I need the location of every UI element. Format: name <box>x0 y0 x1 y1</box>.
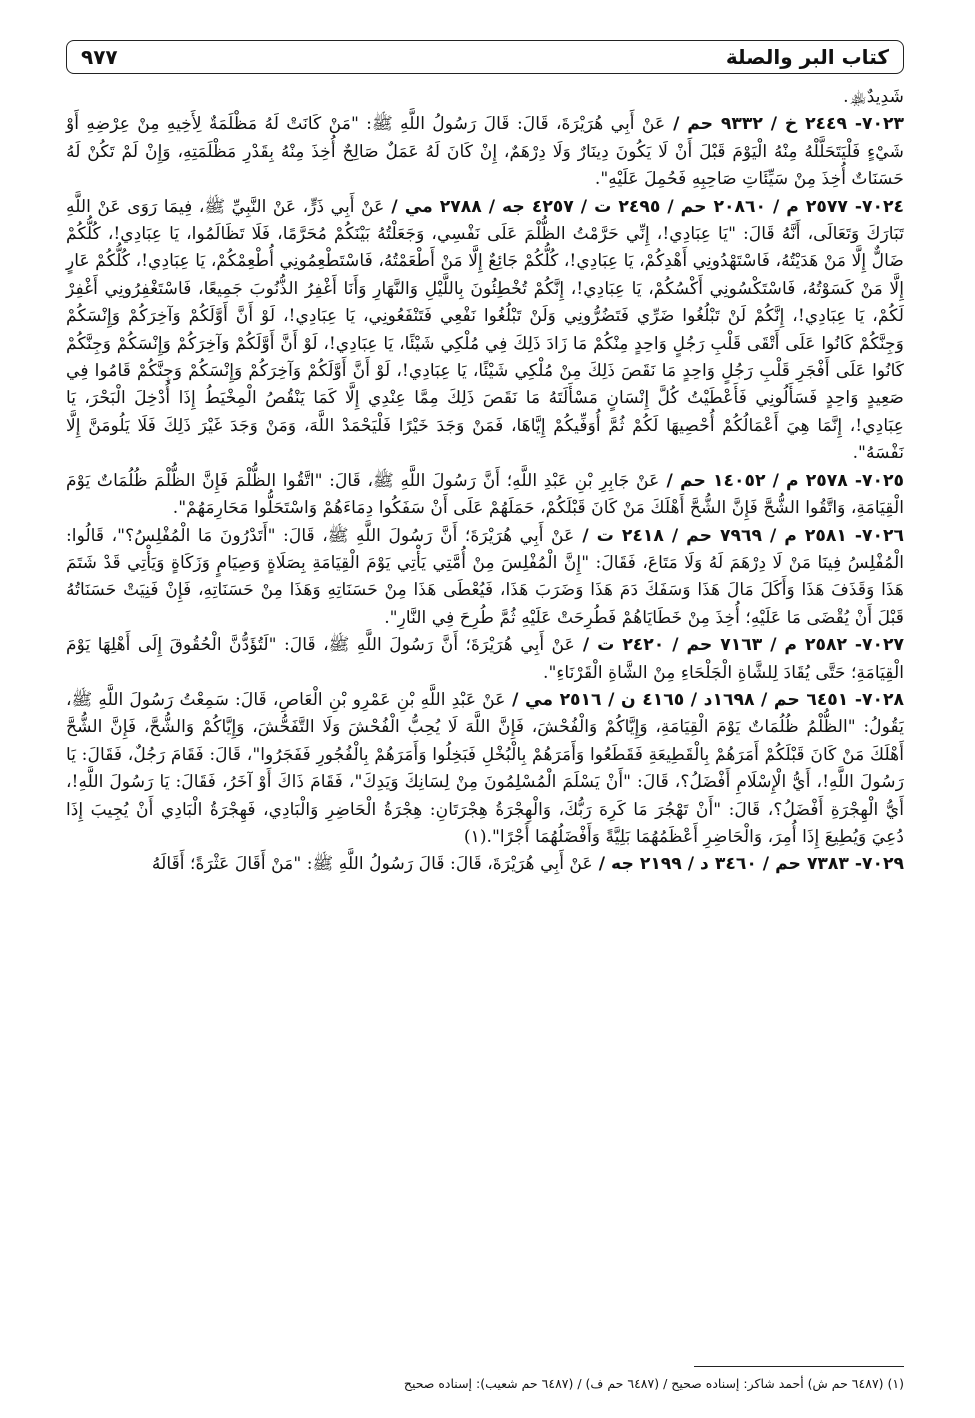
hadith-refs: - ٢٥٧٧ م / ٢٠٨٦٠ حم / ٢٤٩٥ ت / ٤٢٥٧ جه / ٢٧٨٨ مي / <box>384 196 863 217</box>
hadith-entry <box>66 687 904 851</box>
hadith-entry <box>66 851 904 878</box>
running-header <box>66 40 904 74</box>
page <box>66 40 904 1400</box>
hadith-refs: - ٢٥٨١ م / ٧٩٦٩ حم / ٢٤١٨ ت / <box>574 525 863 546</box>
hadith-refs: - ٢٥٧٨ م / ١٤٠٥٢ حم / <box>659 470 863 491</box>
hadith-number: ٧٠٢٦ <box>862 525 904 546</box>
hadith-text: عَنْ جَابِرِ بْنِ عَبْدِ اللَّهِ؛ أَنَّ رَسُولَ اللَّهِ ﷺ، قَالَ: "اتَّقُوا الظُّلْمَ فَإِنَّ الظُّلْمَ ظُلُمَاتٌ يَوْمَ الْقِيَامَةِ، وَاتَّقُوا الشُّحَّ فَإِنَّ الشُّحَّ أَهْلَكَ مَنْ كَانَ قَبْلَكُمْ، حَمَلَهُمْ عَلَى أَنْ سَفَكُوا دِمَاءَهُمْ وَاسْتَحَلُّوا مَحَارِمَهُمْ". <box>66 470 904 519</box>
page-number: ٩٧٧ <box>81 45 118 69</box>
hadith-text: عَنْ أَبِي هُرَيْرَةَ؛ أَنَّ رَسُولَ اللَّهِ ﷺ، قَالَ: "أَتَدْرُونَ مَا الْمُفْلِسُ؟"، قَالُوا: الْمُفْلِسُ فِينَا مَنْ لَا دِرْهَمَ لَهُ وَلَا مَتَاعَ، فَقَالَ: "إِنَّ الْمُفْلِسَ مِنْ أُمَّتِي يَأْتِي يَوْمَ الْقِيَامَةِ بِصَلَاةٍ وَصِيَامٍ وَزَكَاةٍ وَيَأْتِي قَدْ شَتَمَ هَذَا وَقَذَفَ هَذَا وَأَكَلَ مَالَ هَذَا وَسَفَكَ دَمَ هَذَا وَضَرَبَ هَذَا، فَيُعْطَى هَذَا مِنْ حَسَنَاتِهِ وَهَذَا مِنْ حَسَنَاتِهِ، فَإِنْ فَنِيَتْ حَسَنَاتُهُ قَبْلَ أَنْ يُقْضَى مَا عَلَيْهِ؛ أُخِذَ مِنْ خَطَايَاهُمْ فَطُرِحَتْ عَلَيْهِ ثُمَّ طُرِحَ فِي النَّارِ". <box>66 525 904 628</box>
hadith-number: ٧٠٢٣ <box>862 114 904 135</box>
hadith-entry <box>66 632 904 687</box>
hadith-number: ٧٠٢٨ <box>862 689 904 710</box>
continuation-text: شَدِيدٌ﵏. <box>843 87 904 107</box>
hadith-number: ٧٠٢٥ <box>862 470 904 491</box>
hadith-refs: - ٢٤٤٩ خ / ٩٣٣٢ حم / <box>665 114 863 135</box>
hadith-text: عَنْ عَبْدِ اللَّهِ بْنِ عَمْرِو بْنِ الْعَاصِ، قَالَ: سَمِعْتُ رَسُولَ اللَّهِ ﷺ، يَقُولُ: "الظُّلْمُ ظُلُمَاتٌ يَوْمَ الْقِيَامَةِ، وَإِيَّاكُمْ وَالْفُحْشَ، فَإِنَّ اللَّهَ لَا يُحِبُّ الْفُحْشَ وَلَا التَّفَحُّشَ، وَإِيَّاكُمْ وَالشُّحَّ، فَإِنَّ الشُّحَّ أَهْلَكَ مَنْ كَانَ قَبْلَكُمْ أَمَرَهُمْ بِالْقَطِيعَةِ فَقَطَعُوا وَأَمَرَهُمْ بِالْبُخْلِ فَبَخِلُوا وَأَمَرَهُمْ بِالْفُجُورِ فَفَجَرُوا"، قَالَ: فَقَامَ رَجُلٌ، فَقَالَ: يَا رَسُولَ اللَّهِ!، أَيُّ الْإِسْلَامِ أَفْضَلُ؟، قَالَ: "أَنْ يَسْلَمَ الْمُسْلِمُونَ مِنْ لِسَانِكَ وَيَدِكَ"، فَقَامَ ذَاكَ أَوْ آخَرُ، فَقَالَ: يَا رَسُولَ اللَّهِ!، أَيُّ الْهِجْرَةِ أَفْضَلُ؟، قَالَ: "أَنْ تَهْجُرَ مَا كَرِهَ رَبُّكَ، وَالْهِجْرَةُ هِجْرَتَانِ: هِجْرَةُ الْحَاضِرِ وَالْبَادِي، فَهِجْرَةُ الْبَادِي أَنْ يُجِيبَ إِذَا دُعِيَ وَيُطِيعَ إِذَا أُمِرَ، وَالْحَاضِرِ أَعْظَمُهُمَا بَلِيَّةً وَأَفْضَلُهُمَا أَجْرًا".(١) <box>66 689 904 847</box>
hadith-text: عَنْ أَبِي هُرَيْرَةَ؛ أَنَّ رَسُولَ اللَّهِ ﷺ، قَالَ: "لَتُؤَدُّنَّ الْحُقُوقَ إِلَى أَهْلِهَا يَوْمَ الْقِيَامَةِ؛ حَتَّى يُقَادَ لِلشَّاةِ الْجَلْحَاءِ مِنْ الشَّاةِ الْقَرْنَاءِ". <box>66 635 904 683</box>
hadith-refs: - ٦٤٥١ حم / ١٦٩٨د / ٤١٦٥ ن / ٢٥١٦ مي / <box>505 689 863 710</box>
hadith-refs: - ٢٥٨٢ م / ٧١٦٣ حم / ٢٤٢٠ ت / <box>574 635 863 656</box>
hadith-text: عَنْ أَبِي هُرَيْرَةَ، قَالَ: قَالَ رَسُولُ اللَّهِ ﷺ: "مَنْ كَانَتْ لَهُ مَظْلَمَةٌ لِأَخِيهِ مِنْ عِرْضِهِ أَوْ شَيْءٍ فَلْيَتَحَلَّلْهُ مِنْهُ الْيَوْمَ قَبْلَ أَنْ لَا يَكُونَ دِينَارٌ وَلَا دِرْهَمٌ، إِنْ كَانَ لَهُ عَمَلٌ صَالِحٌ أُخِذَ مِنْهُ بِقَدْرِ مَظْلَمَتِهِ، وَإِنْ لَمْ تَكُنْ لَهُ حَسَنَاتٌ أُخِذَ مِنْ سَيِّئَاتِ صَاحِبِهِ فَحُمِلَ عَلَيْهِ". <box>66 114 904 190</box>
hadith-number: ٧٠٢٩ <box>862 854 904 875</box>
footnote-divider <box>694 1366 904 1367</box>
hadith-entry <box>66 194 904 468</box>
hadith-entry <box>66 111 904 193</box>
hadith-number: ٧٠٢٤ <box>862 196 904 217</box>
hadith-entry <box>66 523 904 633</box>
hadith-refs: - ٧٣٨٣ حم / ٣٤٦٠ د / ٢١٩٩ جه / <box>592 854 863 875</box>
main-text <box>66 84 904 879</box>
footnote: (١) (٦٤٨٧ حم ش) أحمد شاكر: إسناده صحيح / (٦٤٨٧ حم ف) / (٦٤٨٧ حم شعيب): إسناده صحيح <box>403 1376 904 1391</box>
book-title: كتاب البر والصلة <box>725 45 889 69</box>
hadith-number: ٧٠٢٧ <box>862 635 905 656</box>
hadith-text: عَنْ أَبِي هُرَيْرَةَ، قَالَ: قَالَ رَسُولُ اللَّهِ ﷺ: "مَنْ أَقَالَ عَثْرَةً؛ أَقَالَهُ <box>151 854 593 875</box>
hadith-entry <box>66 468 904 523</box>
hadith-text: عَنْ أَبِي ذَرٍّ، عَنْ النَّبِيِّ ﷺ، فِيمَا رَوَى عَنْ اللَّهِ تَبَارَكَ وَتَعَالَى، أَنَّهُ قَالَ: "يَا عِبَادِي!، إِنِّي حَرَّمْتُ الظُّلْمَ عَلَى نَفْسِي، وَجَعَلْتُهُ بَيْنَكُمْ مُحَرَّمًا، فَلَا تَظَالَمُوا، يَا عِبَادِي!، كُلُّكُمْ ضَالٌّ إِلَّا مَنْ هَدَيْتُهُ، فَاسْتَهْدُونِي أَهْدِكُمْ، يَا عِبَادِي!، كُلُّكُمْ جَائِعٌ إِلَّا مَنْ أَطْعَمْتُهُ، فَاسْتَطْعِمُونِي أُطْعِمْكُمْ، يَا عِبَادِي!، كُلُّكُمْ عَارٍ إِلَّا مَنْ كَسَوْتُهُ، فَاسْتَكْسُونِي أَكْسُكُمْ، يَا عِبَادِي!، إِنَّكُمْ تُخْطِئُونَ بِاللَّيْلِ وَالنَّهَارِ وَأَنَا أَغْفِرُ الذُّنُوبَ جَمِيعًا، فَاسْتَغْفِرُونِي أَغْفِرْ لَكُمْ، يَا عِبَادِي!، إِنَّكُمْ لَنْ تَبْلُغُوا ضَرِّي فَتَضُرُّونِي وَلَنْ تَبْلُغُوا نَفْعِي فَتَنْفَعُونِي، يَا عِبَادِي!، لَوْ أَنَّ أَوَّلَكُمْ وَآخِرَكُمْ وَإِنْسَكُمْ وَجِنَّكُمْ كَانُوا عَلَى أَتْقَى قَلْبِ رَجُلٍ وَاحِدٍ مِنْكُمْ مَا زَادَ ذَلِكَ فِي مُلْكِي شَيْئًا، يَا عِبَادِي!، لَوْ أَنَّ أَوَّلَكُمْ وَآخِرَكُمْ وَإِنْسَكُمْ وَجِنَّكُمْ كَانُوا عَلَى أَفْجَرِ قَلْبِ رَجُلٍ وَاحِدٍ مَا نَقَصَ ذَلِكَ مِنْ مُلْكِي شَيْئًا، يَا عِبَادِي!، لَوْ أَنَّ أَوَّلَكُمْ وَآخِرَكُمْ وَإِنْسَكُمْ وَجِنَّكُمْ قَامُوا فِي صَعِيدٍ وَاحِدٍ فَسَأَلُونِي فَأَعْطَيْتُ كُلَّ إِنْسَانٍ مَسْأَلَتَهُ مَا نَقَصَ ذَلِكَ مِمَّا عِنْدِي إِلَّا كَمَا يَنْقُصُ الْمِخْيَطُ إِذَا أُدْخِلَ الْبَحْرَ، يَا عِبَادِي!، إِنَّمَا هِيَ أَعْمَالُكُمْ أُحْصِيهَا لَكُمْ ثُمَّ أُوَفِّيكُمْ إِيَّاهَا، فَمَنْ وَجَدَ خَيْرًا فَلْيَحْمَدْ اللَّهَ، وَمَنْ وَجَدَ غَيْرَ ذَلِكَ فَلَا يَلُومَنَّ إِلَّا نَفْسَهُ". <box>66 196 904 464</box>
